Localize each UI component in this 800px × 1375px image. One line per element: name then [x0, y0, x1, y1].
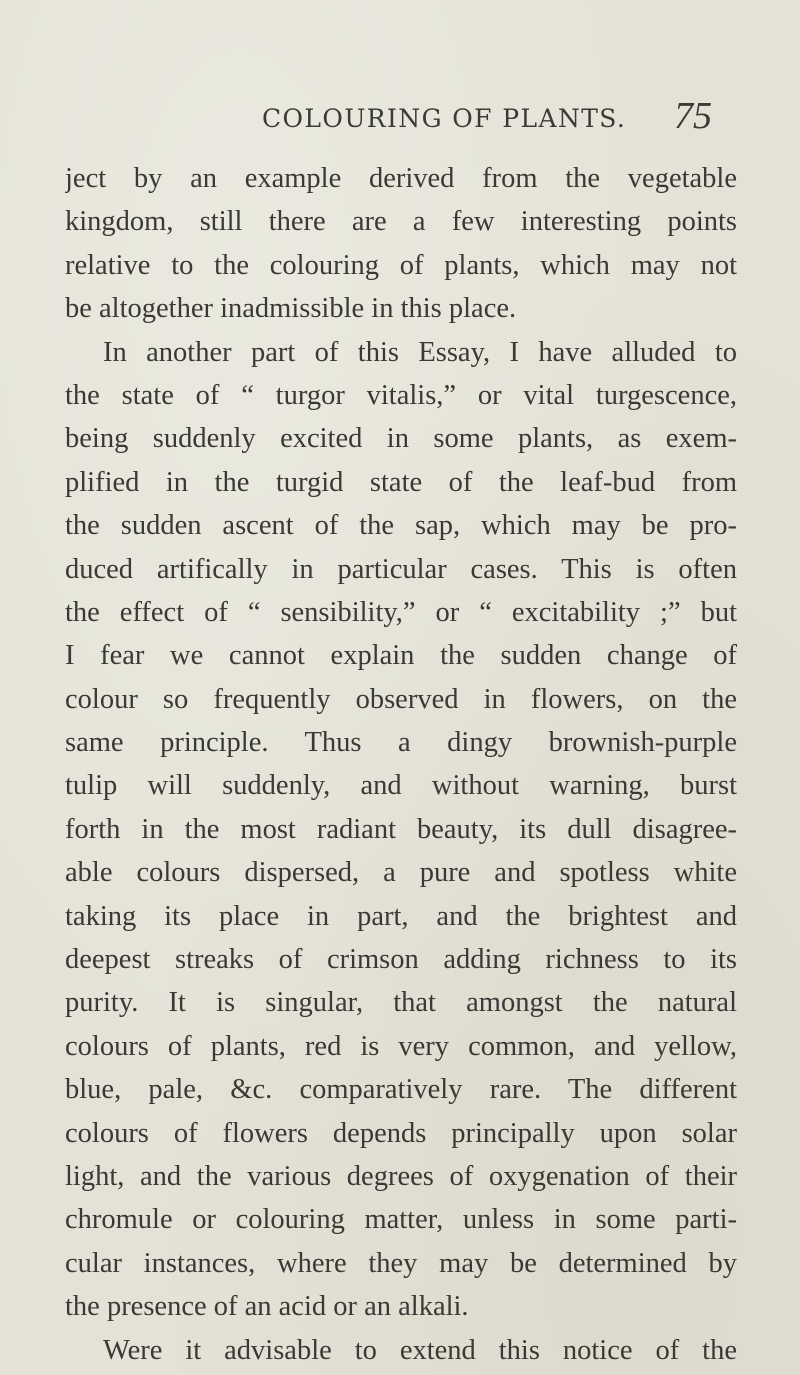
text-line: duced artifically in particular cases. This is often	[65, 553, 737, 585]
text-line: ject by an example derived from the vegetable	[65, 163, 737, 194]
text-line: be altogether inadmissible in this place.	[65, 293, 517, 325]
text-line: purity. It is singular, that amongst the natural	[65, 987, 737, 1019]
text-line: the sudden ascent of the sap, which may be pro-	[65, 510, 737, 542]
text-line: chromule or colouring matter, unless in some parti-	[65, 1204, 737, 1236]
text-line: deepest streaks of crimson adding richness to its	[65, 944, 737, 976]
text-line: I fear we cannot explain the sudden change of	[65, 640, 737, 672]
text-line: In another part of this Essay, I have alluded to	[103, 336, 737, 368]
text-line: Were it advisable to extend this notice of the	[103, 1334, 737, 1366]
running-head: COLOURING OF PLANTS.	[262, 104, 627, 133]
text-line: taking its place in part, and the brightest and	[65, 900, 737, 932]
text-line: kingdom, still there are a few interesting points	[65, 206, 737, 238]
text-line: cular instances, where they may be determined by	[65, 1247, 737, 1279]
text-line: plified in the turgid state of the leaf-bud from	[65, 466, 737, 498]
text-line: colours of flowers depends principally upon solar	[65, 1117, 737, 1149]
text-line: forth in the most radiant beauty, its dull disagree-	[65, 813, 737, 845]
text-line: tulip will suddenly, and without warning, burst	[65, 770, 737, 802]
text-line: colour so frequently observed in flowers, on the	[65, 683, 737, 715]
page-number: 75	[674, 95, 712, 137]
body-text	[65, 157, 737, 1372]
text-line: the presence of an acid or an alkali.	[65, 1291, 469, 1323]
page-header	[262, 92, 712, 142]
text-line: the state of “ turgor vitalis,” or vital turgescence,	[65, 379, 737, 411]
text-line: relative to the colouring of plants, which may not	[65, 249, 737, 281]
text-line: blue, pale, &c. comparatively rare. The different	[65, 1074, 737, 1106]
text-line: colours of plants, red is very common, and yellow,	[65, 1030, 737, 1062]
text-line: the effect of “ sensibility,” or “ excitability ;” but	[65, 596, 737, 628]
text-line: able colours dispersed, a pure and spotless white	[65, 857, 737, 889]
text-line: light, and the various degrees of oxygenation of their	[65, 1160, 737, 1192]
text-line: being suddenly excited in some plants, as exem-	[65, 423, 737, 455]
text-line: same principle. Thus a dingy brownish-purple	[65, 727, 737, 759]
